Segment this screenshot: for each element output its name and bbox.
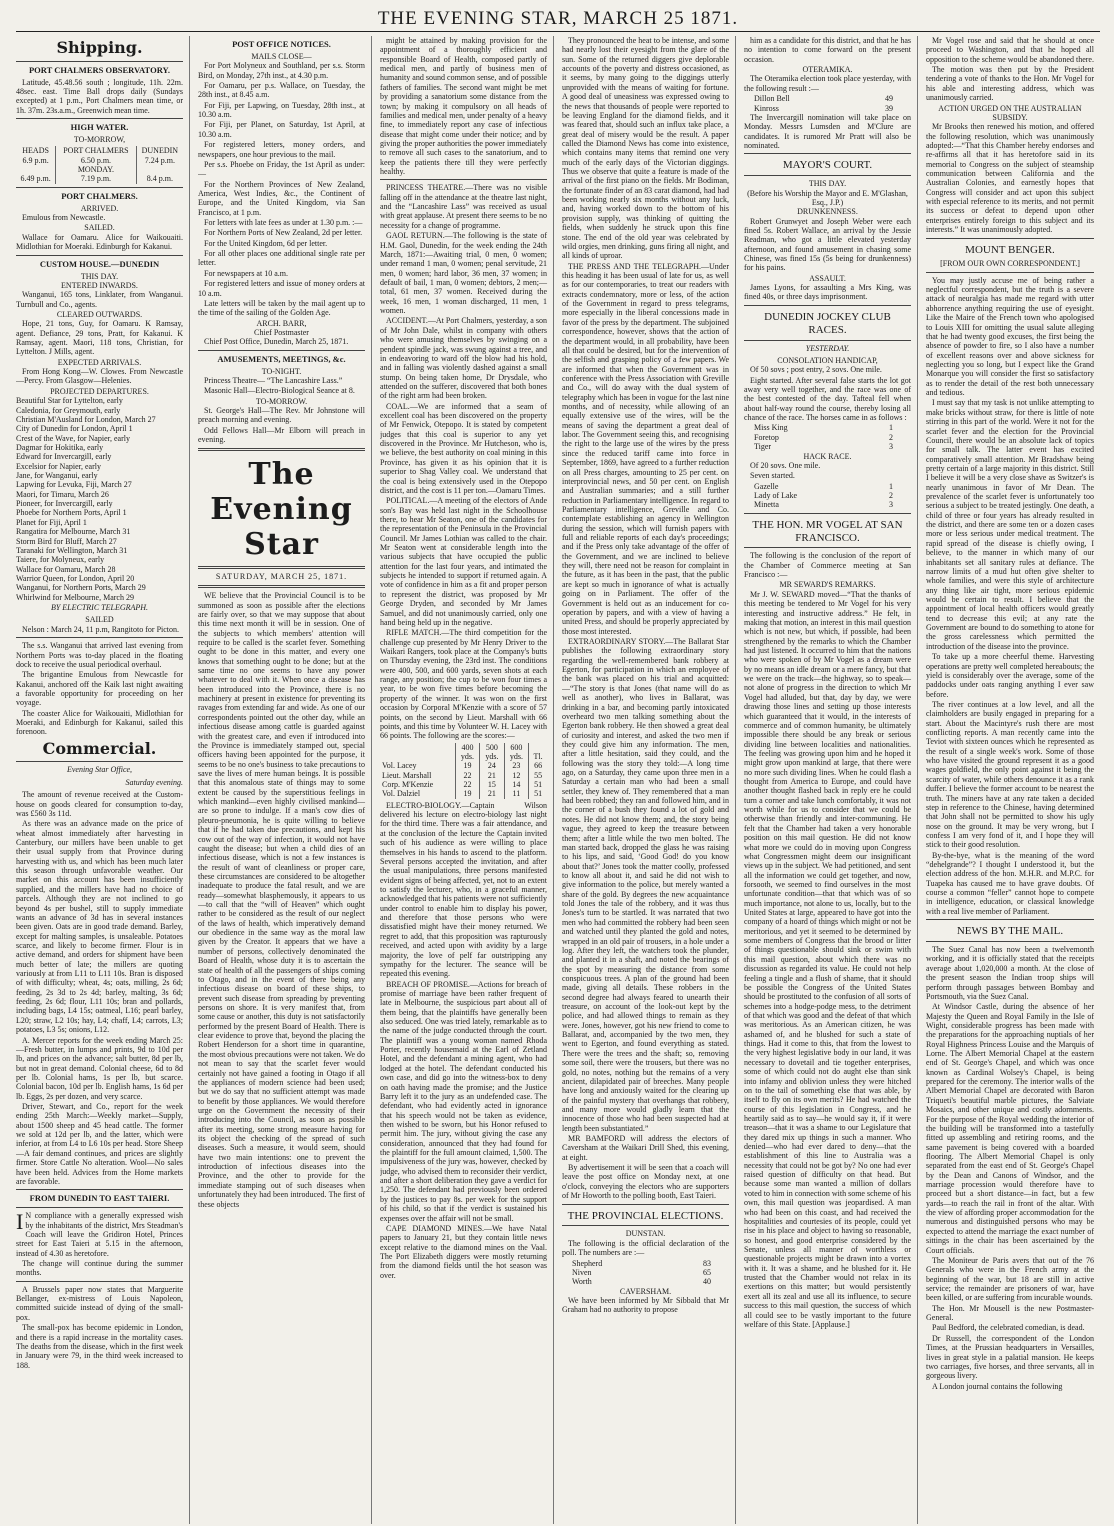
table-cell: 23 bbox=[504, 761, 528, 770]
arrived-text: Emulous from Newcastle. bbox=[22, 213, 106, 223]
entered-label: ENTERED INWARDS. bbox=[61, 280, 138, 290]
list-item: Crest of the Wave, for Napier, early bbox=[16, 433, 130, 443]
amusements-heading: AMUSEMENTS, MEETINGS, &c. bbox=[217, 353, 346, 364]
table-cell: 55 bbox=[529, 771, 547, 780]
mayors-court-heading: MAYOR'S COURT. bbox=[782, 159, 873, 172]
yesterday-label: YESTERDAY. bbox=[805, 343, 850, 353]
sailed-text: Wallace for Oamaru. Alice for Waikouaiti. Midlothian for Moeraki. Edinburgh for Kakanui. bbox=[16, 232, 183, 252]
table-cell bbox=[380, 743, 455, 752]
list-item: Miss King 1 bbox=[754, 423, 893, 433]
list-item: City of Dunedin for London, April 1 bbox=[16, 424, 133, 434]
list-item: Minetta 3 bbox=[754, 500, 893, 510]
news-by-mail-heading: NEWS BY THE MAIL. bbox=[956, 925, 1064, 938]
table-cell: yds. bbox=[455, 752, 479, 761]
post-line: For the Northern Provinces of New Zealand, America, West Indies, &c., the Continent of Europe, and the United Kingdom, via San Francisco, at 1 p.m. bbox=[198, 179, 365, 217]
dunstan-label: DUNSTAN. bbox=[625, 1229, 666, 1239]
post-line: For registered letters and issue of money orders at 10 a.m. bbox=[198, 279, 365, 298]
hack-race-label: HACK RACE. bbox=[803, 451, 852, 461]
table-cell: 51 bbox=[529, 789, 547, 798]
tide-cell: 6.49 p.m. bbox=[20, 174, 51, 184]
assault-text: James Lyons, for assaulting a Mrs King, was fined 40s, or three days imprisonment. bbox=[744, 283, 911, 302]
observatory-text: Latitude, 45.48.56 south ; longitude, 11h. 22m. 48sec. east. Time Ball drops daily (Sundays excepted) at 1 p.m., Port Chalmers mean time, or 1h. 37m. 23s.a.m., Greenwich mean time. bbox=[16, 77, 183, 115]
benger-paragraph: I must say that my task is not unlike attempting to make bricks without straw, for there is little of note stirring in this part of the world. Were it not for the scarlet fever and the election for the Provincial Council, there would be an absolute lack of topics for small talk. The latter event has excited comparatively small attention. Mr Bradshaw being pretty certain of a large majority in this district. Still I believe it will be a very close shave as Switzer's is nearly unanimous in favor of Mr Dean. The prevalence of the scarlet fever is unfortunately too serious a subject to be treated jestingly. One death, a child of three or four years has already resulted in the district, and there are some ten or a dozen cases more or less serious under medical treatment. The rapid spread of the disease is chiefly owing, I believe, to the manner in which many of our inhabitants set all sanitary rules at defiance. The narrow limits of a mud hut often give shelter to whole families, and were this style of architecture any thing like air tight, more serious epidemic would be certain to result. I believe that the appointment of local health officers would greatly tend to decrease this evil; at any rate the Government are bound to do something to atone for the gross carelessness which permitted the introduction of the disease into the province. bbox=[926, 398, 1094, 651]
mail-paragraph: Dr Russell, the correspondent of the London Times, at the Prussian headquarters in Versailles, lives in great style in a palatial mansion. He keeps two carriages, five horses, and three servants, all in gorgeous livery. bbox=[926, 1333, 1094, 1381]
table-row bbox=[380, 771, 547, 780]
sailed-label: SAILED. bbox=[84, 223, 115, 233]
column-2 bbox=[198, 36, 372, 1524]
tide-row bbox=[16, 174, 183, 183]
dunstan-text: The following is the official declaration of the poll. The numbers are :— bbox=[562, 1238, 729, 1258]
news-item: ACCIDENT.—At Port Chalmers, yesterday, a son of Mr John Dale, whilst in company with others who were amusing themselves by swinging on a pendent spindle jack, was swung against a tree, and in endeavoring to ward off the blow had his hold, and in falling was violently dashed against a small stump. On being taken home, Dr Drysdale, who attended on the sufferer, discovered that both bones of the right arm had been broken. bbox=[380, 316, 547, 401]
table-cell: yds. bbox=[480, 752, 504, 761]
tide-cell: 8.4 p.m. bbox=[136, 174, 183, 183]
news-item: PRINCESS THEATRE.—There was no visible falling off in the attendance at the theatre last night, and the “Lancashire Lass” was received as usual with great applause. At present there seems to be no necessity for a change of programme. bbox=[380, 183, 547, 230]
post-line: For the United Kingdom, 6d per letter. bbox=[204, 238, 328, 248]
table-cell: 500 bbox=[480, 743, 504, 752]
consolation-text: Of 50 sovs ; post entry, 2 sovs. One mile. bbox=[750, 365, 882, 375]
mail-paragraph: A London journal contains the following bbox=[932, 1381, 1063, 1391]
post-line: Per s.s. Phoebe on Friday, the 1st April as under:— bbox=[198, 159, 365, 179]
list-item: Storm Bird for Bluff, March 27 bbox=[16, 536, 117, 546]
list-item: Wallace for Oamaru, March 28 bbox=[16, 564, 116, 574]
news-item: ELECTRO-BIOLOGY.—Captain Wilson delivered his lecture on electro-biology last night for the third time. There was a fair attendance, and at the conclusion of the lecture the Captain invited such of his audience as were willing to place themselves in his hands to ascend to the platform. Several persons accepted the invitation, and after the usual manipulations, three persons manifested evident signs of being affected, yet, not to an extent to satisfy the lecturer, who, in a graceful manner, acknowledged that his patients were not sufficiently under control to enable him to display his power, and therefore that those persons who were dissatisfied might have their money returned. We regret to add, that this proposition was rapturously received, and acted upon with avidity by a large majority, the love of pelf far outstripping any sympathy for the lecturer. The seance will be repeated this evening. bbox=[380, 800, 547, 979]
list-item: Tiger 3 bbox=[754, 442, 893, 452]
masthead: THE EVENING STAR, MARCH 25 1871. bbox=[16, 6, 1100, 32]
custom-house-heading: CUSTOM HOUSE.—DUNEDIN bbox=[39, 258, 160, 269]
commercial-office: Evening Star Office, bbox=[66, 765, 133, 775]
entered-text: Wanganui, 165 tons, Linklater, from Wanganui. Turnbull and Co., agents. bbox=[16, 290, 183, 309]
telegraph-heading: BY ELECTRIC TELEGRAPH. bbox=[50, 603, 149, 613]
leader-continued: might be attained by making provision for the appointment of a thoroughly efficient and responsible Board of Health, composed partly of medical men, and partly of business men of humanity and sound common sense, and of possible fathers of families. The second want might be met by providing a sanatorium some distance from the town; by making it compulsory on all heads of families and medical men, under penalty of a heavy fine, to immediately report any case of infectious disease that might come under their notice; and by giving the proper authorities the power immediately to remove all such cases to the sanatorium, and to keep the patients there till they were perfectly healthy. bbox=[380, 36, 547, 177]
tide-header-row bbox=[16, 146, 183, 155]
table-cell: 22 bbox=[455, 780, 479, 789]
column-1 bbox=[16, 36, 190, 1524]
dunstan-poll bbox=[562, 1259, 729, 1287]
cleared-label: CLEARED OUTWARDS. bbox=[56, 309, 143, 319]
oteramika-text: The Oteramika election took place yesterday, with the following result :— bbox=[744, 74, 911, 93]
court-before: (Before his Worship the Mayor and E. M'Glashan, Esq., J.P.) bbox=[747, 188, 908, 207]
list-item: Beautiful Star for Lyttelton, early bbox=[16, 396, 123, 406]
news-item: CAPE DIAMOND MINES.—We have Natal papers to January 21, but they contain little news except relative to the diamond mines on the Vaal. The Port Elizabeth diggers were mostly returning from the diamond fields until the hot season was over. bbox=[380, 1223, 547, 1280]
column-5 bbox=[744, 36, 918, 1524]
table-cell: Lieut. Marshall bbox=[382, 770, 432, 780]
news-item: EXTRAORDINARY STORY.—The Ballarat Star publishes the following extraordinary story regarding the well-remembered bank robbery at Egerton, for participation in which an employee of the bank was placed on his trial and acquitted:—“The story is that Jones (that name will do as well as another), who lives in Ballarat, was drinking in a bar, and becoming partly intoxicated overheard two men talking something about the Egerton bank robbery. He then showed a great deal of curiosity and interest, and asked the two men if they could give him any information. The men, after a little hesitation, said they could, and the following was the story they told:—A long time ago, on a Saturday, they came upon three men in a Saturday a certain man who had been a small settler, they knew of. They remembered that a man had been robbed; they ran and followed him, and in the corner of a bush they found a lot of gold and notes. He did not know them; and, the story being vague, they agreed to keep the treasure between them; after a little while the two men bolted. The man started back, dropped the glass he was raising to his lips, and said, ‘Good God! do you know about that?’ Jones took the matter coolly, professed to know all about it, and said he did not wish to give information to the police, but merely wanted a share of the gold. By degrees the new acquaintance told Jones the tale of the robbery, and it was thus Jones's turn to be startled. It was narrated that two men who had committed the robbery had been seen and watched until they planted the gold and notes, wrapped in an old pair of trousers, in a hole under a log. After they left, the watchers took the plunder, and planted it in a shaft, and noted the bearings of the spot by measuring the distance from some conspicuous trees. A plan of the ground had been made, giving all details. These robbers in the second degree had always feared to unearth their treasure, on account of the look-out kept by the police, and had allowed things to remain as they were. Jones, however, got his new friend to come to Ballarat, and, accompanied by the two men, they went to Egerton, and found everything as stated. There were the trees and the shaft; so, removing some soil, there were the trousers, but there was no gold, no notes, nothing but the remains of a very ancient, dilapidated pair of breeches. Many people have long and anxiously waited for the clearing up of the painful mystery that overhangs that robbery, and many more would gladly learn that the innocence of those who had been suspected had at length been substantiated.” bbox=[562, 637, 729, 1133]
benger-paragraph: By-the-bye, what is the meaning of the word “dehelgrande”? I thought I understood it, but the election address of the hon. M.H.R. and M.P.C. for Tuapeka has caused me to have grave doubts. Of course a common “feller” cannot hope to compete in intelligence, education, or classical knowledge with a real live member of Parliament. bbox=[926, 850, 1094, 916]
table-cell: 19 bbox=[455, 761, 479, 770]
table-cell: 51 bbox=[529, 780, 547, 789]
table-cell: yds. bbox=[504, 752, 528, 761]
list-item: Shepherd 83 bbox=[572, 1258, 711, 1268]
table-cell: 22 bbox=[455, 771, 479, 780]
news-item: GAOL RETURN.—The following is the state of H.M. Gaol, Dunedin, for the week ending the 24th March, 1871:—Awaiting trial, 0 men, 0 women; under remand 1 man, 0 women; penal servitude, 21 men, 0 women; hard labor, 36 men, 37 women; in default of bail, 1 man, 0 women; debtors, 2 men;—total, 61 men, 37 women. Received during the week, 16 men, 1 woman discharged, 11 men, 1 women. bbox=[380, 231, 547, 316]
post-line: For Fiji, per Lapwing, on Tuesday, 28th inst., at 10.30 a.m. bbox=[198, 100, 365, 120]
commercial-paragraph: As there was an advance made on the price of wheat almost immediately after harvesting in Canterbury, our millers have been unable to get their usual supply from that Province during harvesting with us, and which has been much later this season through unfavorable weather. Our market on this account has been insufficiently supplied, and the millers have had no choice of parcels. Although they are not inclined to go beyond 4s per bushel, still to supply immediate wants an advance of 3d has in several instances been given. Oats are in good trade demand. Barley, except for malting samples, is unsaleable. Potatoes scarce, and likely to become firmer. Flour is in active demand, and orders for shipment have been much better of late; the millers are quoting variously at from L11 to L11 10s. Bran is disposed of with difficulty; wheat, 4s; oats, milling, 2s 6d; feeding, 2s 3d to 2s 4d; barley, malting, 3s 6d; feeding, 2s 6d; flour, L11 10s; bran and pollards, including bags, L4 15s; oatmeal, L16; pearl barley, L20; straw, L2 10s; hay, L4; chaff, L4; carrots, L3; potatoes, L3 5s; onions, L12. bbox=[16, 819, 183, 1035]
post-line: For all other places one additional single rate per letter. bbox=[198, 249, 365, 268]
telegraph-text: Nelson : March 24, 11 p.m, Rangitoto for Picton. bbox=[22, 624, 180, 634]
vogel-speech: Mr J. W. SEWARD moved—“That the thanks of this meeting be tendered to Mr Vogel for his very interesting and instructive address.” He felt, in making that motion, an interest in this mail question which is not new, but which, if possible, had been strengthened by the remarks to which the Chamber had just listened. It occurred to him that the nations who were spoken of by Mr Vogel as a dream were by no means an idle dream or a mere fancy, but that we were on the track—the highway, so to speak—not alone of progress in the direction to which Mr Vogel had alluded, but that, day by day, we were drawing those lines and setting up those interests which guaranteed that it would, in the interests of commerce and of common humanity, be ultimately impossible there should be any break or serious dividing line between localities and nationalities. The feeling was growing upon him and he hoped it might grow upon mankind at large, that there were no more such dividing lines. When he could flash a thought from America to Europe, and could have another thought flashed back in reply ere he could turn a corner and take lunch comfortably, it was not worth while for us to consider that we could be otherwise than friendly and inter-communing. He felt that the Chamber had taken a very honorable position on this mail question. He did not know what more we could do in moving upon Congress what Congressmen might deem our insignificant views up in the subject. We had petitioned, and sent all the information we could get together, and now, forsooth, we seemed to find ourselves in the most unfortunate condition—that that which was of so much importance, not alone to us, locally, but to the United States at large, appeared to have got into the company of a hoard of things which might or not be meritorious, and yet it seemed to be determined by some members of Congress that the brood or litter of things questionable should sink or swim with this mail question, about which there was no discussion as regarded its value. He could not help feeling a tingle and a flush of shame, that it should be possible the Congress of the United States should be prostituted to the confusion of all sorts of schemes into a hodge-podge mess, to the detriment of that which was good and the defeat of that which was meritorious. As an American citizen, he was ashamed of, and he blushed for such a state of things. Had it come to this, that from the lowest to the very highest legislative body in our land, it was necessary to dovetail and tie together enterprises, some of which could not do aught else than sink into infamy and oblivion unless they were hitched on to the tail of something else that was able, by itself to fly on its own merits? He had watched the course of this legislation in Congress, and he heartily said as to say—he would say it, if it were treason—that it was a shame to our Legislature that they dared mix up things in such a manner. Who denied—who had ever dared to deny—that the establishment of this line to Australia was a necessity that could not be got by? No one had ever raised question of difficulty on that head. But because some man wanted a million of dollars voted to him in connection with some scheme of his own, this mail question was jeopardised. A man who had been on this coast, and had received the hospitalities and courtesies of its people, could yet rise in his place and object to having so reasonable, so honest, and good enterprise considered by the Senate, unless all manner of worthless or questionable projects might be drawn into a vortex with it. It was a shame, and he blushed for it. He trusted that the Chamber would not relax in its exertions on this matter; but would persistently exert all its zeal and use all its influence, to secure success to this mail question, the success of which all could see to be vastly important to the future welfare of this State. [Applause.] bbox=[744, 589, 911, 1329]
tide-cell: 6.9 p.m. bbox=[22, 155, 49, 165]
assault-label: ASSAULT. bbox=[809, 273, 846, 283]
tide-cell: 7.24 p.m. bbox=[136, 156, 183, 165]
subsidy-text: Mr Brooks then renewed his motion, and offered the following resolution, which was unanimously adopted:—“That this Chamber hereby endorses and re-affirms all that it has heretofore said in its memorial to Congress on the subject of steamship communication between California and the Australian Colonies, and earnestly hopes that Congress will consider and act upon this subject with especial reference to its merits, and not permit its success or defeat to depend upon other enterprises entirely foreign to this subject and its interests.” It was unanimously adopted. bbox=[926, 122, 1094, 235]
list-item: Pioneer, for Invercargill, early bbox=[16, 499, 113, 509]
shipping-heading: Shipping. bbox=[56, 38, 143, 57]
post-line: For Oamaru, per p.s. Wallace, on Tuesday, the 28th inst., at 8.45 a.m. bbox=[198, 81, 365, 100]
news-item: RIFLE MATCH.—The third competition for the challenge cup presented by Mr Henry Driver to the Waikari Rangers, took place at the Company's butts on Thursday evening, the 23rd inst. The conditions were 400, 500, and 600 yards, seven shots at each range, any position; the cup to be won four times a year, to be won five times before becoming the property of the winner. It was won on the first occasion by Corporal M'Kenzie with a score of 57 points, on the second by Lieut. Marshall with 66 points, and this time by Volunteer W. H. Lacey with 66 points. The following are the scores:— bbox=[380, 628, 547, 741]
list-item: Christian M'Ausland for London, March 27 bbox=[16, 414, 156, 424]
table-cell: 15 bbox=[480, 780, 504, 789]
columns bbox=[16, 36, 1100, 1524]
cleared-text: Hope, 21 tons, Guy, for Oamaru. K Ramsay, agent. Defiance, 29 tons, Pratt, for Kakanui. K Ramsay, agent. Maori, 118 tons, Christian, for Lyttelton. J Mills, agent. bbox=[16, 319, 183, 357]
post-office-heading: POST OFFICE NOTICES. bbox=[232, 39, 331, 49]
table-cell: Vol. Dalziel bbox=[382, 789, 421, 799]
column-3 bbox=[380, 36, 554, 1524]
leader-article: WE believe that the Provincial Council is to be summoned as soon as possible after the elections are fairly over, so that we may suppose that about this time next month it will be in session. One of the subjects to which members' attention will require to be called is the scarlet fever. Something ought to be done in this matter, and every one knows that something ought to be done; but at the same time no one seems to have any power whatever to deal with it. When once a disease has been introduced into the Province, there is no machinery at present in existence for preventing its ravages from extending far and wide. As one of our correspondents pointed out the other day, while an infectious disease among cattle is guarded against with the greatest care, and even if introduced into the Province is immediately stamped out, special officers having been appointed for the purpose, it seems to be no one's business to take precautions to save the lives of mere human beings. It is possible that this anomalous state of things may to some extent be caused by the superstitious feelings in which mankind—even highly civilised mankind—are so prone to indulge. If a man's cow dies of pleuro-pneumonia, he is quite willing to believe that if he had taken due precautions, and kept his cow out of the way of infection, it would not have caught the disease; but when a child dies of an infectious disease, which is not a few instances is the result of want of cleanliness or proper care, these circumstances are considered to be altogether inadequate to produce the fatal result, and we are ready—somewhat blasphemously, it appears to us—to call that the “will of Heaven” which ought rather to be considered as the result of our neglect of the laws of health, which imperatively demand our obedience in the same way as the moral law given by the Creator. It appears that we have a number of persons, collectively denominated the Board of Health, whose duty it is to ascertain the state of health of all the passengers of ships coming to Otago, and in the event of there being any infectious disease on board of these ships, to prevent such disease from spreading by preventing persons on shore. It is very manifest that, from some cause or another, this duty is not satisfactorily performed by the present Board of Health. There is clear evidence to prove that, beyond the placing the Robert Henderson for a short time in quarantine, the most obvious precautions were not taken. We do not mean to say that the scarlet fever would certainly not have gained a footing in Otago if all the appliances of modern science had been used; but we do say that no sufficient attempt was made to benefit by those appliances. We would therefore urge on the Government the necessity of their introducing into the Council, as soon as possible after its meeting, some strong measure having for its object the checking of the spread of such diseases. Such a measure, it would seem, should have two main intentions: one to prevent the introduction of infectious diseases into the Province, and the other to provide for the immediate stamping out of such diseases when unfortunately they had been introduced. The first of these objects bbox=[198, 591, 365, 1209]
postmaster-title: Chief Postmaster bbox=[254, 328, 309, 337]
table-cell: 24 bbox=[480, 761, 504, 770]
this-day-label: THIS DAY. bbox=[808, 179, 847, 189]
expected-text: From Hong Kong—W. Clowes. From Newcastle—Percy. From Glasgow—Helenies. bbox=[16, 367, 183, 386]
consolation-label: CONSOLATION HANDICAP, bbox=[777, 355, 878, 365]
post-line: For newspapers at 10 a.m. bbox=[204, 268, 288, 278]
post-office-dateline: Chief Post Office, Dunedin, March 25, 1871. bbox=[204, 337, 349, 347]
caversham-continued: him as a candidate for this district, and that he has no intention to come forward on the present occasion. bbox=[744, 36, 911, 64]
tel-sailed-label: SAILED bbox=[85, 615, 114, 625]
mails-close-label: MAILS CLOSE— bbox=[251, 51, 312, 61]
vogel-continued: Mr Vogel rose and said that he should at once proceed to Washington, and that he hoped all opposition to the scheme would be abandoned there. bbox=[926, 36, 1094, 64]
tonight-label: TO-NIGHT. bbox=[261, 366, 302, 376]
smallpox-paragraph: The small-pox has become epidemic in London, and there is a rapid increase in the mortality cases. The deaths from the disease, which in the first week in January were 79, in the third week increased to 188. bbox=[16, 1323, 183, 1370]
post-line: Late letters will be taken by the mail agent up to the time of the sailing of the Golden Age. bbox=[198, 298, 365, 318]
shipping-paragraph: The brigantine Emulous from Newcastle for Kakanui, anchored off the Kaik last night awaiting a favorable opportunity for proceeding on her voyage. bbox=[16, 670, 183, 708]
table-cell: Corp. M'Kenzie bbox=[382, 780, 434, 790]
taieri-heading: FROM DUNEDIN TO EAST TAIERI. bbox=[29, 1193, 170, 1204]
list-item: Whirlwind for Melbourne, March 29 bbox=[16, 592, 134, 602]
tomorrow-label: TO-MORROW, bbox=[73, 135, 126, 145]
caversham-text: We have been informed by Mr Sibbald that Mr Graham had no authority to propose bbox=[562, 1295, 729, 1315]
postmaster-name: ARCH. BARR, bbox=[256, 318, 307, 328]
expected-label: EXPECTED ARRIVALS. bbox=[57, 357, 142, 367]
mail-paragraph: The Suez Canal has now been a twelvemonth working, and it is officially stated that the receipts average about 1,020,000 a month. At the close of the present season the Indian troop ships will perform through passages between Bombay and Portsmouth, via the Suez Canal. bbox=[926, 945, 1094, 1001]
column-6 bbox=[926, 36, 1100, 1524]
post-line: For Fiji, per Planet, on Saturday, 1st April, at 10.30 a.m. bbox=[198, 120, 365, 139]
commercial-date: Saturday evening. bbox=[125, 777, 183, 787]
mail-paragraph: The Moniteur de Paris avers that out of the 76 Generals who were in the French army at the beginning of the war, but 18 are still in active service; the remainder are prisoners of war, have been killed, or are suffering from incurable wounds. bbox=[926, 1255, 1094, 1303]
flag-dateline: SATURDAY, MARCH 25, 1871. bbox=[215, 571, 348, 581]
table-cell: Tl. bbox=[529, 752, 547, 761]
hack-text: Of 20 sovs. One mile. bbox=[750, 460, 821, 470]
table-cell: 600 bbox=[504, 743, 528, 752]
news-item: COAL.—We are informed that a seam of excellent coal has been discovered on the property of Mr Fenwick, Otepopo. It is stated by competent judges that this coal is superior to any yet discovered in the Province. Mr Hutcheson, who is, we believe, the best authority on coal mining in this Province, has given it as his opinion that it is superior to Shag Valley coal. We understand that the coal is being extensively used in the Otepopo district, and the cost is 11 per ton.—Oamaru Times. bbox=[380, 401, 547, 495]
seward-remarks-label: MR SEWARD'S REMARKS. bbox=[779, 580, 876, 590]
shipping-paragraph: The s.s. Wanganui that arrived last evening from Northern Ports was to-day placed in the floating dock to receive the usual periodical overhaul. bbox=[16, 641, 183, 669]
table-row bbox=[380, 780, 547, 789]
arrived-label: ARRIVED. bbox=[80, 203, 119, 213]
tide-table bbox=[16, 146, 183, 183]
vogel-heading: THE HON. MR VOGEL AT SAN FRANCISCO. bbox=[752, 518, 903, 544]
news-item: BREACH OF PROMISE.—Actions for breach of promise of marriage have been rather frequent of late in Melbourne, the suspicious part about all of them being, that the plaintiffs have generally been also seduced. One was tried lately, remarkable as to the name of the judge conducted through the court. The plaintiff was a young woman named Rhoda Porter, recently housemaid at the Earl of Zetland Hotel, and the defendant a mining agent, who had lodged at the hotel. The defendant conducted his own case, and did go into the witness-box to deny on oath having made the promise; and the Justice Barry left it to the jury as an undefended case. The defendant, who had evidently acted in ignorance that his speech would not be taken as evidence, then wished to be sworn, but his Honor refused to permit him. The jury, without giving the case any consideration, announced that they had found for the plaintiff for the full amount claimed, 1,500. The impulsiveness of the jury was, however, checked by judge, who advised them to reconsider their verdict, and after a short deliberation they gave a verdict for 1,250. The defendant had previously been ordered by the justices to pay 8s. per week for the support of his child, so that if the verdict is sustained his expenses over the affair will not be small. bbox=[380, 979, 547, 1223]
vogel-motion: The motion was then put by the President tendering a vote of thanks to the Hon. Mr Vogel for his able and interesting address, which was unanimously carried. bbox=[926, 65, 1094, 103]
brussels-paragraph: A Brussels paper now states that Marguerite Bellanger, ex-mistress of Louis Napoleon, committed suicide instead of dying of the small-pox. bbox=[16, 1284, 183, 1322]
hack-results bbox=[744, 482, 911, 510]
list-item: Maori, for Timaru, March 26 bbox=[16, 489, 109, 499]
list-item: Warrior Queen, for London, April 20 bbox=[16, 574, 135, 583]
table-cell: 400 bbox=[455, 743, 479, 752]
mail-paragraph: At Windsor Castle, during the absence of her Majesty the Queen and Royal Family in the Isle of Wight, considerable progress has been made with the preparations for the approaching nuptials of her Royal Highness Princess Louise and the Marquis of Lorne. The Albert Memorial Chapel at the eastern end of St. George's Chapel, and which was once known as Cardinal Wolsey's Chapel, is being prepared for the ceremony. The interior walls of the Albert Memorial Chapel are decorated with Baron Triqueti's beautiful marble pictures, the Salviate Mosaics, and other unique and costly adornments. For the purpose of the Royal wedding the interior of the building will be transformed into a tastefully fitted up assembling and retiring rooms, and the same pavement is being covered with a boarded flooring. The Albert Memorial Chapel is only separated from the east end of St. George's Chapel by the Dean and Canons of Windsor, and the marriage procession would therefore have to proceed but a short distance—in fact, but a few yards—to reach the rail in front of the altar. With the view of affording proper accommodation for the numerous and distinguished persons who may be expected to attend the marriage the exact number of sittings in the chair has been ascertained by the Court officials. bbox=[926, 1002, 1094, 1255]
oteramika-poll bbox=[744, 94, 911, 113]
news-item: THE PRESS AND THE TELEGRAPH.—Under this heading it has been usual of late for us, as well as for our contemporaries, to treat our readers with extracts condemnatory, more or less, of the action of the Government in regard to press telegrams, more especially in the liberal concessions made in favor of the press by the department. The subjoined correspondence, however, shows that the action of the department would, in all probability, have been all that could be desired, but for the intervention of the selfish and grasping policy of a few papers. We are informed that when the Government was in conference with the Press Association with Greville and Co., will do away with the dual system of telegraphy which has been in vogue for the last nine months, and of necessity, while allowing of an equally extensive use of the wires, will be the means of saving the department a great deal of labor. The Government seeing this, and recognising the right to the large use of the wires by the press since the reduced tariff came into force in September, 1869, have agreed to a further reduction on all Press charges, amounting to 25 per cent. on interprovincial news, and 50 per cent. on English and Australian summaries; and a still further reduction in Parliamentary intelligence. In regard to Parliamentary intelligence, Greville and Co. contemplate establishing an agency in Wellington during the session, which will furnish papers with full and reliable reports of each day's proceedings; and if the Press only take advantage of the offer of the Government, and we are inclined to believe they will, there need not be reason for complaint in the future, as it has been in the past, that the public are kept so much in ignorance of what is actually going on in Parliament. The offer of the Government is held out as an inducement for co-operation by papers, and with a view of having a united Press, and should be properly appreciated by those most interested. bbox=[562, 261, 729, 636]
consolation-text-2: Eight started. After several false starts the lot got away very well together, and the race was one of the best contested of the day. Tafteal fell when about half-way round the course, thereby losing all chance of the race. The horses came in as follows : bbox=[744, 375, 911, 423]
list-item: Gazelle 1 bbox=[754, 481, 893, 491]
consolation-results bbox=[744, 423, 911, 451]
monday-label: MONDAY. bbox=[56, 165, 136, 174]
list-item: Foretop 2 bbox=[754, 432, 893, 442]
event-line: Odd Fellows Hall—Mr Elborn will preach in evening. bbox=[198, 425, 365, 445]
subsidy-label: ACTION URGED ON THE AUSTRALIAN SUBSIDY. bbox=[938, 103, 1082, 122]
commercial-paragraph: A. Mercer reports for the week ending March 25:—Fresh butter, in lumps and prints, 9d to 10d per lb, and prices on the advance; salt butter, 8d per lb, but not in great demand. Colonial cheese, 6d to 8d per lb. Colonial hams, 1s per lb, but scarce. Colonial bacon, 10d per lb. English hams, 1s 6d per lb. Eggs, 2s per dozen, and very scarce. bbox=[16, 1035, 183, 1101]
column-4 bbox=[562, 36, 736, 1524]
table-cell: 21 bbox=[480, 789, 504, 798]
observatory-heading: PORT CHALMERS OBSERVATORY. bbox=[28, 64, 171, 75]
list-item: Wanganui, for Northern Ports, March 29 bbox=[16, 583, 146, 593]
table-cell bbox=[529, 743, 547, 752]
rifle-scores-table bbox=[380, 743, 547, 799]
newspaper-flag: The Evening Star bbox=[210, 456, 353, 562]
list-item: Taiere, for Molyneux, early bbox=[16, 555, 105, 565]
projected-label: PROJECTED DEPARTURES. bbox=[50, 386, 149, 396]
table-row bbox=[380, 761, 547, 770]
shipping-paragraph: The coaster Alice for Waikouaiti, Midlothian for Moeraki, and Edinburgh for Kakanui, sailed this forenoon. bbox=[16, 708, 183, 737]
vogel-intro: The following is the conclusion of the report of the Chamber of Commerce meeting at San Francisco :— bbox=[744, 551, 911, 580]
table-cell: 11 bbox=[504, 789, 528, 798]
port-chalmers-heading: PORT CHALMERS. bbox=[61, 190, 138, 201]
table-cell bbox=[380, 752, 455, 761]
tomorrow-label: TO-MORROW. bbox=[255, 396, 308, 406]
drunkenness-label: DRUNKENNESS. bbox=[797, 207, 858, 217]
list-item: Lapwing for Levuka, Fiji, March 27 bbox=[16, 480, 132, 490]
taieri-paragraph-2: The change will continue during the summer months. bbox=[16, 1259, 183, 1278]
oteramika-label: OTERAMIKA. bbox=[802, 65, 853, 75]
news-item: POLITICAL.—A meeting of the electors of Ande son's Bay was held last night in the Schoolhouse there, to hear Mr Seaton, one of the candidates for the representation of the Peninsula in the Provincial Council. Mr James Lothian was called to the chair. Mr Seaton went at considerable length into the various subjects that have occupied the public attention for the last four years, and intimated the subjects he intended to support if returned again. A vote of confidence in him as a fit and proper person to represent the district, was proposed by Mr George Dryden, and seconded by Mr James Samuel, and did not unanimously carried, only one hand being held up in the negative. bbox=[380, 496, 547, 627]
tide-cell: 7.19 p.m. bbox=[56, 174, 136, 183]
list-item: Niven 65 bbox=[572, 1267, 711, 1277]
news-item: MR BAMFORD will address the electors of Caversham at the Waikari Drill Shed, this evening, at eight. bbox=[562, 1134, 729, 1162]
table-cell: 14 bbox=[504, 780, 528, 789]
table-row bbox=[380, 789, 547, 798]
table-cell: 19 bbox=[455, 789, 479, 798]
post-line: For Northern Ports of New Zealand, 2d per letter. bbox=[204, 228, 363, 238]
benger-paragraph: To take up a more cheerful theme. Harvesting operations are pretty well completed hereabouts; the yield is considerably over the average, some of the paddocks under oats ranging anything I ever saw before. bbox=[926, 652, 1094, 699]
this-day-label: THIS DAY. bbox=[80, 271, 119, 281]
taieri-paragraph: N compliance with a generally expressed wish by the inhabitants of the district, Mrs Steadman's Coach will leave the Gridiron Hotel, Princes street for East Taieri at 5.15 in the afternoon, instead of 4.30 as heretofore. bbox=[16, 1211, 183, 1258]
post-line: For letters with late fees as under at 1.30 p.m. :— bbox=[204, 218, 363, 228]
list-item: Dagmar for Hokitika, early bbox=[16, 442, 104, 452]
commercial-heading: Commercial. bbox=[42, 738, 157, 758]
invercargill-text: The Invercargill nomination will take place on Monday. Messrs Lumsden and M'Clure are candidates. It is rumored Mr Pratt will also be nominated. bbox=[744, 112, 911, 150]
elections-heading: THE PROVINCIAL ELECTIONS. bbox=[567, 1209, 724, 1222]
list-item: Planet for Fiji, April 1 bbox=[16, 517, 87, 527]
tide-row bbox=[16, 156, 183, 165]
benger-paragraph: The river continues at a low level, and all the claimholders are busily engaged in preparing for a start. About the Macintyre's rush there are most conflicting reports. A man recently came into the Teviot with sixteen ounces which he represented as the result of a single week's work. Some of those who have visited the ground represent it as a good wages goldfield, the only point against it being the scarcity of water, while others denounce it as a rank duffer. I believe the former account to be nearest the truth. The miners have at any rate taken a decided step in reference to the Chinese, having determined that John shall not be permitted to show his ugly nose on the ground. It may be very wrong, but I confess I am very fond of it, and I hope they will stick to their good resolution. bbox=[926, 699, 1094, 850]
high-water-heading: HIGH WATER. bbox=[70, 122, 129, 133]
list-item: Rangatira for Melbourne, March 31 bbox=[16, 527, 131, 537]
table-cell: 66 bbox=[529, 761, 547, 770]
list-item: Jane, for Wanganui, early bbox=[16, 471, 98, 481]
event-line: Masonic Hall—Electro-Biological Seance at 8. bbox=[204, 386, 355, 396]
mount-benger-heading: MOUNT BENGER. bbox=[965, 243, 1055, 256]
drunkenness-text: Robert Grunwyet and Joseph Weber were each fined 5s. Robert Wallace, an arrival by the Jessie Readman, who got a little elevated yesterday afternoon, and found amusement in chasing some Chinese, was fined 15s (5s being for drunkenness) for his pains. bbox=[744, 216, 911, 273]
list-item: Worth 40 bbox=[572, 1277, 711, 1287]
list-item: Kinross 39 bbox=[754, 103, 893, 113]
table-cell: 21 bbox=[480, 771, 504, 780]
commercial-paragraph: Driver, Stewart, and Co., report for the week ending 25th March:—Weekly market—Supply, about 1500 sheep and 45 head cattle. The former we sold at 12d per lb, and the latter, which were inferior, at from L4 to L6 10s per head. Store Sheep—A fair demand continues, and prices are slightly firmer. Store Cattle No alteration. Wool—No sales have been held. Advices from the Home markets are favorable. bbox=[16, 1102, 183, 1186]
projected-departures-list bbox=[16, 396, 183, 602]
event-line: St. George's Hall—The Rev. Mr Johnstone will preach morning and evening. bbox=[198, 406, 365, 425]
dropcap-letter: I bbox=[16, 1209, 24, 1235]
list-item: Excelsior for Napier, early bbox=[16, 461, 101, 471]
mail-paragraph: Paul Bedford, the celebrated comedian, is dead. bbox=[932, 1323, 1085, 1333]
tide-cell: 6.50 p.m. bbox=[56, 156, 136, 165]
tide-col-port: PORT CHALMERS bbox=[56, 146, 136, 155]
news-item: By advertisement it will be seen that a coach will leave the post office on Monday next, at one o'clock, conveying the electors who are supporters of Mr Howorth to the polling booth, East Taieri. bbox=[562, 1163, 729, 1201]
caversham-label: CAVERSHAM. bbox=[619, 1286, 672, 1296]
table-cell: 12 bbox=[504, 771, 528, 780]
post-line: For Port Molyneux and Southland, per s.s. Storm Bird, on Monday, 27th inst., at 4.30 p.m. bbox=[198, 61, 365, 80]
list-item: Taranaki for Wellington, March 31 bbox=[16, 545, 128, 555]
jockey-club-heading: DUNEDIN JOCKEY CLUB RACES. bbox=[764, 310, 891, 336]
commercial-paragraph: The amount of revenue received at the Custom-house on goods cleared for consumption to-day, was £560 3s 11d. bbox=[16, 790, 183, 818]
list-item: Edward for Invercargill, early bbox=[16, 452, 112, 462]
tide-col-heads: HEADS bbox=[22, 146, 49, 156]
benger-paragraph: You may justly accuse me of being rather a neglectful correspondent, but the truth is a severe attack of neuralgia has made me regard with utter abhorrence anything requiring the use of eyesight. Like the Maire of the French town who apologised to Louis XIII for omitting the usual salute alleging that he had twenty good excuses, the first being the absence of powder to fire, so I also have a number of excellent reasons over and above sickness for neglecting you so long, but I expect like the Grand Monarque you will consider the first so satisfactory as to render the detail of the rest both unnecessary and tedious. bbox=[926, 275, 1094, 398]
list-item: Dillon Bell 49 bbox=[754, 94, 893, 104]
news-item: They pronounced the heat to be intense, and some had nearly lost their eyesight from the glare of the sun. Some of the returned diggers give deplorable accounts of the poverty and distress occasioned, as it seems, by many going to the diggings utterly unprovided with the means of waiting for fortune. A good deal of uneasiness was expressed owing to the news that thousands of people were reported to be leaving England for the diamond fields, and it was feared that, should such an influx take place, a great deal of misery would be the result. A paper called the Diamond News has come into existence, which contains many items that remind one very much of the early days of the Victorian diggings. Thus we observe that quite a feature is made of the arrival of the first piano on the fields. Mr Bodiman, the fortunate finder of an 83 carat diamond, had had been working nearly six months without any luck, and, having worked down to the bottom of his provision supply, was thinking of quitting the fields, when suddenly he struck upon this fine stone. The end of the old year was celebrated by wild orgies, men drinking, guns firing all night, and all kinds of uproar. bbox=[562, 36, 729, 261]
hack-text-2: Seven started. bbox=[750, 471, 795, 481]
list-item: Lady of Lake 2 bbox=[754, 490, 893, 500]
mail-paragraph: The Hon. Mr Mousell is the new Postmaster-General. bbox=[926, 1303, 1094, 1323]
event-line: Princess Theatre— “The Lancashire Lass.” bbox=[204, 376, 343, 386]
correspondent-label: [FROM OUR OWN CORRESPONDENT.] bbox=[940, 259, 1080, 269]
tide-col-dunedin: DUNEDIN bbox=[136, 146, 183, 155]
list-item: Phoebe for Northern Ports, April 1 bbox=[16, 508, 127, 518]
list-item: Caledonia, for Greymouth, early bbox=[16, 405, 121, 415]
table-row bbox=[380, 743, 547, 752]
post-line: For registered letters, money orders, and newspapers, one hour previous to the mail. bbox=[198, 140, 365, 159]
table-row bbox=[380, 752, 547, 761]
table-cell: Vol. Lacey bbox=[382, 761, 417, 771]
